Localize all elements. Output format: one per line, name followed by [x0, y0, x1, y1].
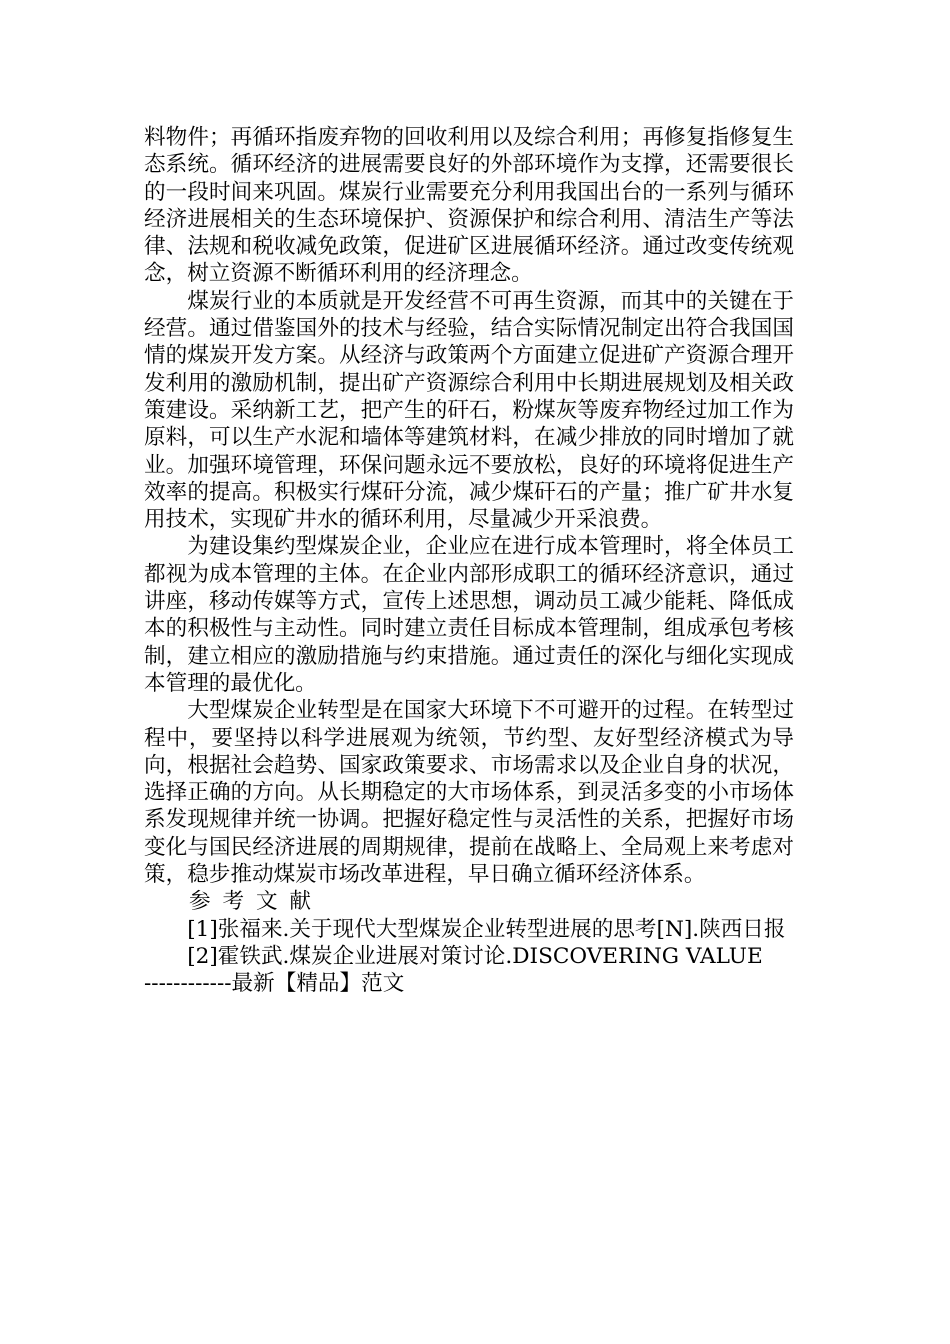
reference-item: [1]张福来.关于现代大型煤炭企业转型进展的思考[N].陕西日报 [187, 916, 786, 942]
body-paragraph: 大型煤炭企业转型是在国家大环境下不可避开的过程。在转型过程中，要坚持以科学进展观为统领，节约型、友好型经济模式为导向，根据社会趋势、国家政策要求、市场需求以及企业自身的状况，选择正确的方向。从长期稳定的大市场体系，到灵活多变的小市场体系发现规律并统一协调。把握好稳定性与灵活性的关系，把握好市场变化与国民经济进展的周期规律，提前在战略上、全局观上来考虑对策，稳步推动煤炭市场改革进程，早日确立循环经济体系。 [144, 698, 794, 888]
body-paragraph: 煤炭行业的本质就是开发经营不可再生资源，而其中的关键在于经营。通过借鉴国外的技术与经验，结合实际情况制定出符合我国国情的煤炭开发方案。从经济与政策两个方面建立促进矿产资源合理开发利用的激励机制，提出矿产资源综合利用中长期进展规划及相关政策建设。采纳新工艺，把产生的矸石，粉煤灰等废弃物经过加工作为原料，可以生产水泥和墙体等建筑材料，在减少排放的同时增加了就业。加强环境管理，环保问题永远不要放松，良好的环境将促进生产效率的提高。积极实行煤矸分流，减少煤矸石的产量；推广矿井水复用技术，实现矿井水的循环利用，尽量减少开采浪费。 [144, 288, 794, 533]
body-paragraph-continued: 料物件；再循环指废弃物的回收利用以及综合利用；再修复指修复生态系统。循环经济的进展需要良好的外部环境作为支撑，还需要很长的一段时间来巩固。煤炭行业需要充分利用我国出台的一系列与循环经济进展相关的生态环境保护、资源保护和综合利用、清洁生产等法律、法规和税收减免政策，促进矿区进展循环经济。通过改变传统观念，树立资源不断循环利用的经济理念。 [144, 125, 794, 287]
reference-item: [2]霍铁武.煤炭企业进展对策讨论.DISCOVERING VALUE [187, 943, 763, 969]
page-footer: ------------最新【精品】范文 [144, 971, 405, 997]
references-heading: 参考文献 [189, 889, 323, 915]
body-paragraph: 为建设集约型煤炭企业，企业应在进行成本管理时，将全体员工都视为成本管理的主体。在企业内部形成职工的循环经济意识，通过讲座，移动传媒等方式，宣传上述思想，调动员工减少能耗、降低成本的积极性与主动性。同时建立责任目标成本管理制，组成承包考核制，建立相应的激励措施与约束措施。通过责任的深化与细化实现成本管理的最优化。 [144, 534, 794, 696]
document-page [144, 124, 794, 998]
